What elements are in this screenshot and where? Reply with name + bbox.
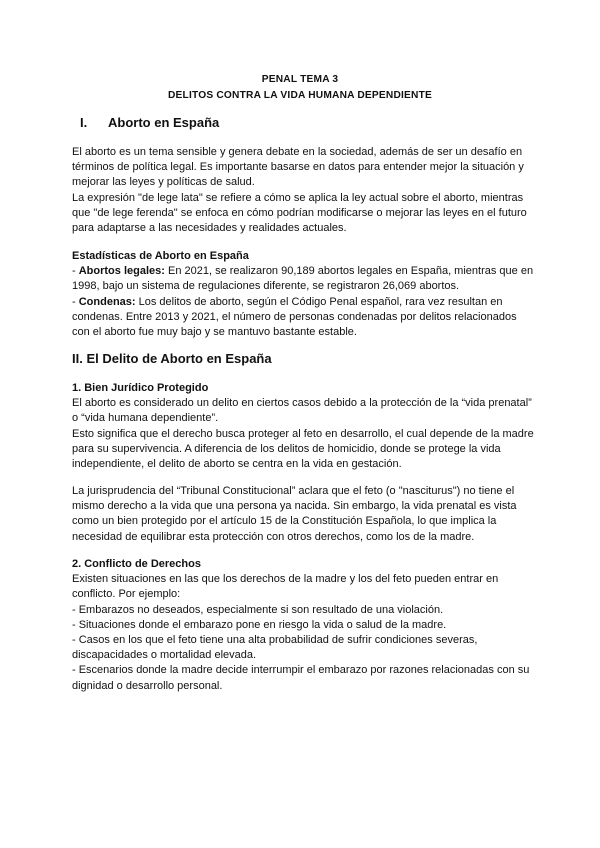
paragraph: Existen situaciones en las que los derechos de la madre y los del feto pueden entrar en conflicto. Por ejemplo: [72, 573, 499, 601]
section-1-intro [72, 145, 534, 236]
statistics-heading: Estadísticas de Aborto en España [72, 250, 249, 262]
legal-abortions-text: En 2021, se realizaron 90,189 abortos legales en España, mientras que en 1998, bajo un sistema de regulaciones diferente, se registraron 26,069 abortos. [72, 265, 534, 293]
paragraph: El aborto es un tema sensible y genera debate en la sociedad, además de ser un desafío en términos de política legal. Es importante basarse en datos para entender mejor la situación y mejorar las leyes y políticas de salud. [72, 146, 524, 189]
subsection-2-heading: 2. Conflicto de Derechos [72, 558, 201, 570]
paragraph: La jurisprudencia del “Tribunal Constitucional” aclara que el feto (o "nasciturus") no tiene el mismo derecho a la vida que una persona ya nacida. Sin embargo, la vida prenatal es vista como un bien protegido por el artículo 15 de la Constitución Española, lo que implica la necesidad de equilibrar esta protección con otros derechos, como los de la madre. [72, 485, 517, 543]
document-title: PENAL TEMA 3 [261, 74, 339, 85]
list-item: - Escenarios donde la madre decide interrumpir el embarazo por razones relacionadas con su dignidad o desarrollo personal. [72, 664, 530, 692]
list-item: - Situaciones donde el embarazo pone en riesgo la vida o salud de la madre. [72, 618, 447, 631]
subsection-2 [72, 557, 534, 694]
convictions-text: Los delitos de aborto, según el Código Penal español, rara vez resultan en condenas. Entre 2013 y 2021, el número de personas condenadas por delitos relacionados con el aborto fue muy bajo y se mantuvo bastante estable. [72, 295, 517, 339]
section-1-heading [80, 115, 219, 130]
paragraph: Esto significa que el derecho busca proteger al feto en desarrollo, el cual depende de la madre para su supervivencia. A diferencia de los delitos de homicidio, donde se protege la vida independiente, el delito de aborto se centra en la vida en gestación. [72, 427, 534, 471]
list-item: - Casos en los que el feto tiene una alta probabilidad de sufrir condiciones severas, discapacidades o mortalidad elevada. [72, 634, 478, 662]
subsection-1-heading: 1. Bien Jurídico Protegido [72, 382, 209, 394]
document-subtitle: DELITOS CONTRA LA VIDA HUMANA DEPENDIENTE [167, 90, 433, 101]
legal-abortions-label: Abortos legales: [78, 265, 165, 278]
paragraph: El aborto es considerado un delito en ciertos casos debido a la protección de la “vida prenatal” o “vida humana dependiente”. [72, 397, 532, 425]
list-item: - Abortos legales: En 2021, se realizaron 90,189 abortos legales en España, mientras que en 1998, bajo un sistema de regulaciones diferente, se registraron 26,069 abortos. [72, 265, 534, 293]
section-1-number: I. [80, 115, 88, 130]
list-item: - Embarazos no deseados, especialmente si son resultado de una violación. [72, 603, 444, 616]
statistics-block [72, 249, 534, 340]
paragraph: La expresión "de lege lata" se refiere a cómo se aplica la ley actual sobre el aborto, mientras que "de lege ferenda" se enfoca en cómo podrían modificarse o mejorar las leyes en el futuro para adaptarse a las necesidades y realidades actuales. [72, 191, 527, 235]
subsection-1 [72, 381, 534, 472]
convictions-label: Condenas: [78, 295, 136, 308]
jurisprudence-paragraph [72, 484, 534, 545]
section-2-heading: II. El Delito de Aborto en España [72, 351, 272, 366]
section-1-title: Aborto en España [108, 115, 220, 130]
list-item: - Condenas: Los delitos de aborto, según el Código Penal español, rara vez resultan en condenas. Entre 2013 y 2021, el número de personas condenadas por delitos relacionados con el aborto fue muy bajo y se mantuvo bastante estable. [72, 295, 517, 339]
